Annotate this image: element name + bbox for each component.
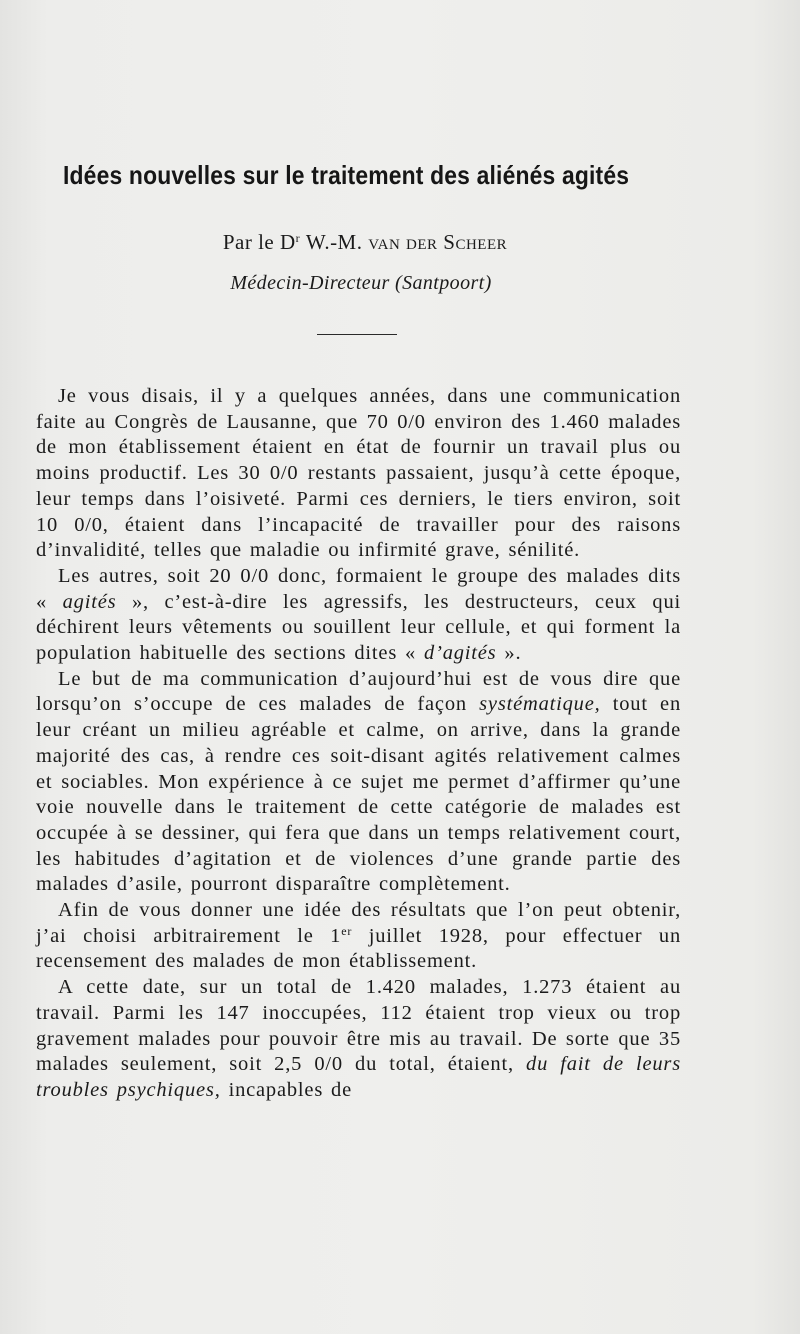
paragraph-4-text-b: juillet 1928, pour effectuer un recensement des malades de mon établissement. (36, 924, 682, 973)
paragraph-5-italic: du fait de leurs troubles psychiques, (36, 1053, 681, 1101)
author-prefix-sup: r (295, 231, 301, 245)
author-line (0, 230, 730, 255)
paragraph-2-text-c: », c’est-à-dire les agressifs, les destructeurs, ceux qui déchirent leurs vêtements ou souillent leur cellule, et qui forment la population habituelle des sections dites « (36, 590, 681, 665)
paragraph-4-sup: er (341, 923, 353, 938)
paragraph-2-italic-dagites: d’agités (424, 642, 497, 665)
separator-rule (317, 334, 397, 335)
paragraph-5-text-c: incapables de (228, 1078, 352, 1101)
paragraph-2-text-e: ». (504, 642, 522, 665)
article-title: Idées nouvelles sur le traitement des aliénés agités (63, 160, 630, 190)
paragraph-3-text-c: tout en leur créant un milieu agréable et calme, on arrive, dans la grande majorité des cas, à rendre ces soit-disant agités relativement calmes et sociables. Mon expérience à ce sujet me permet d’affirmer qu’une voie nouvelle dans le traitement de cette catégorie de malades est occupée à se dessiner, qui fera que dans un temps relativement court, les habitudes d’agitation et de violences d’une grande partie des malades d’asile, pourront disparaître complètement. (36, 693, 681, 896)
paragraph-1: Je vous disais, il y a quelques années, dans une communication faite au Congrès de Lausanne, que 70 0/0 environ des 1.460 malades de mon établissement étaient en état de fournir un travail plus ou moins productif. Les 30 0/0 restants passaient, jusqu’à cette époque, leur temps dans l’oisiveté. Parmi ces derniers, le tiers environ, soit 10 0/0, étaient dans l’incapacité de travailler pour des raisons d’invalidité, telles que maladie ou infirmité grave, sénilité. (36, 385, 681, 562)
paragraph-3 (36, 667, 681, 898)
paragraph-5 (36, 975, 681, 1104)
author-role: Médecin-Directeur (Santpoort) (230, 272, 492, 294)
article-body (36, 384, 681, 1104)
author-name: W.-M. van der Scheer (305, 230, 508, 254)
paragraph-2-italic-agites: agités (62, 590, 117, 613)
paragraph-3-text-a: Le but de ma communication d’aujourd’hui est de vous dire que lorsqu’on s’occupe de ces malades de façon (36, 667, 681, 716)
paragraph-2 (36, 564, 681, 667)
paragraph-3-italic-systematique: systématique, (479, 693, 601, 716)
paragraph-5-text-a: A cette date, sur un total de 1.420 malades, 1.273 étaient au travail. Parmi les 147 inoccupées, 112 étaient trop vieux ou trop gravement malades pour pouvoir être mis au travail. De sorte que 35 malades seulement, soit 2,5 0/0 du total, étaient, (36, 976, 681, 1076)
paragraph-4 (36, 898, 681, 975)
paragraph-4-text-a: Afin de vous donner une idée des résultats que l’on peut obtenir, j’ai choisi arbitrairement le 1 (36, 899, 681, 947)
author-prefix: Par le D (222, 230, 296, 254)
paragraph-2-text-a: Les autres, soit 20 0/0 donc, formaient le groupe des malades dits « (36, 564, 681, 613)
